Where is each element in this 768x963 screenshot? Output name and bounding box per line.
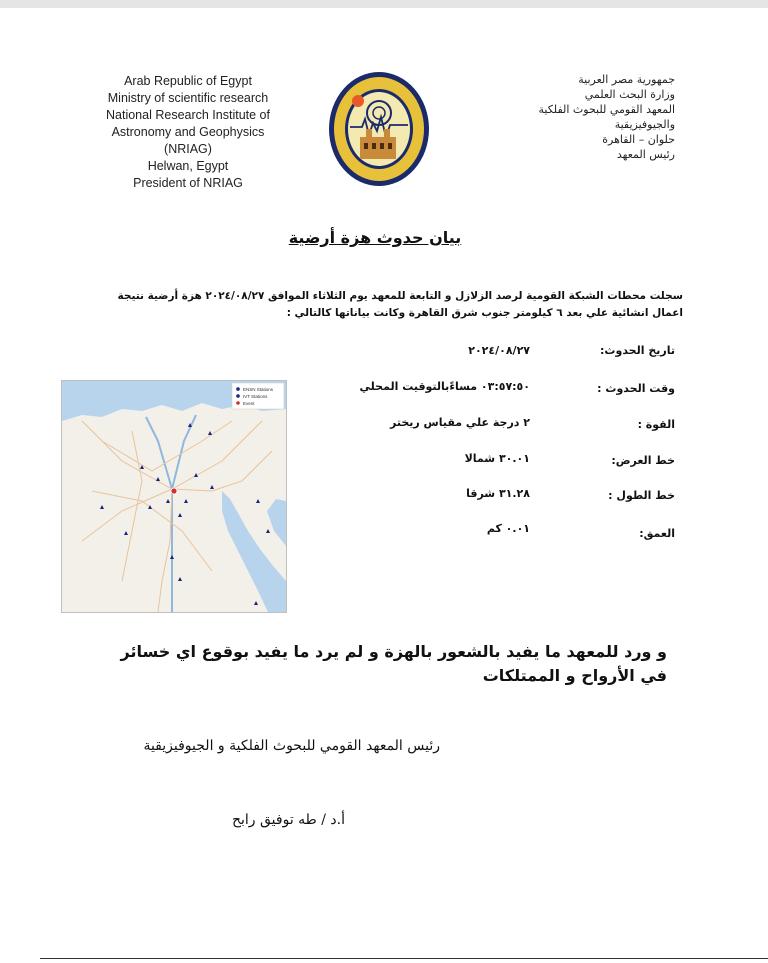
legend-ensn-marker xyxy=(236,387,240,391)
magnitude-value: ٢ درجة علي مقياس ريختر xyxy=(390,416,530,429)
english-line: Ministry of scientific research xyxy=(107,91,269,105)
intro-line: سجلت محطات الشبكة القومية لرصد الزلازل و التابعة للمعهد يوم الثلاثاء الموافق ٢٠٢٤/٠٨/٢٧ هزة أرضية نتيجة xyxy=(117,290,683,302)
english-line: National Research Institute of xyxy=(106,108,270,122)
intro-line: اعمال انشائية علي بعد ٦ كيلومتر جنوب شرق القاهرة وكانت بياناتها كالتالي : xyxy=(286,307,683,319)
longitude-value: ٣١.٢٨ شرقا xyxy=(466,487,530,500)
legend-event-label: Event xyxy=(243,401,255,406)
english-line: Astronomy and Geophysics xyxy=(111,125,265,139)
depth-value: ٠.٠١ كم xyxy=(486,522,530,535)
magnitude-label: القوة : xyxy=(637,418,675,431)
english-line: Arab Republic of Egypt xyxy=(124,74,252,88)
english-line: Helwan, Egypt xyxy=(147,159,229,173)
nriag-seal xyxy=(328,71,430,187)
arabic-line: والجيوفيزيقية xyxy=(614,118,675,131)
english-letterhead xyxy=(88,73,288,192)
time-label: وقت الحدوث : xyxy=(597,382,675,395)
longitude-label: خط الطول : xyxy=(608,489,675,502)
map-graphic xyxy=(62,381,286,612)
arabic-line: حلوان – القاهرة xyxy=(602,133,675,146)
legend-ivt-label: IVT Stations xyxy=(243,394,268,399)
legend-event-marker xyxy=(236,401,240,405)
english-line: (NRIAG) xyxy=(164,142,212,156)
date-value: ٢٠٢٤/٠٨/٢٧ xyxy=(468,344,530,357)
event-marker xyxy=(171,488,177,494)
report-remark: و ورد للمعهد ما يفيد بالشعور بالهزة و لم يرد ما يفيد بوقوع اي خسائر في الأرواح و الممتلكات xyxy=(120,642,667,685)
latitude-label: خط العرض: xyxy=(611,454,675,467)
arabic-line: جمهورية مصر العربية xyxy=(578,73,675,86)
latitude-value: ٣٠.٠١ شمالا xyxy=(464,452,530,465)
arabic-line: وزارة البحث العلمي xyxy=(584,88,675,101)
time-value: ٠٣:٥٧:٥٠ مساءًبالتوقيت المحلي xyxy=(359,380,530,393)
top-bar xyxy=(0,0,768,8)
bottom-rule xyxy=(40,958,768,959)
date-label: تاريخ الحدوث: xyxy=(600,344,675,357)
english-line: President of NRIAG xyxy=(133,176,243,190)
depth-label: العمق: xyxy=(639,527,675,540)
report-intro xyxy=(85,288,683,322)
legend-ivt-marker xyxy=(236,394,240,398)
arabic-letterhead xyxy=(505,72,675,162)
legend-ensn-label: ENSN Stations xyxy=(243,387,274,392)
arabic-line: رئيس المعهد xyxy=(616,148,675,161)
signatory-name: أ.د / طه توفيق رابح xyxy=(231,812,345,828)
signatory-title: رئيس المعهد القومي للبحوث الفلكية و الجيوفيزيقية xyxy=(143,738,440,754)
epicenter-map xyxy=(61,380,287,613)
report-title: بيان حدوث هزة أرضية xyxy=(288,228,462,247)
arabic-line: المعهد القومي للبحوث الفلكية xyxy=(538,103,675,116)
